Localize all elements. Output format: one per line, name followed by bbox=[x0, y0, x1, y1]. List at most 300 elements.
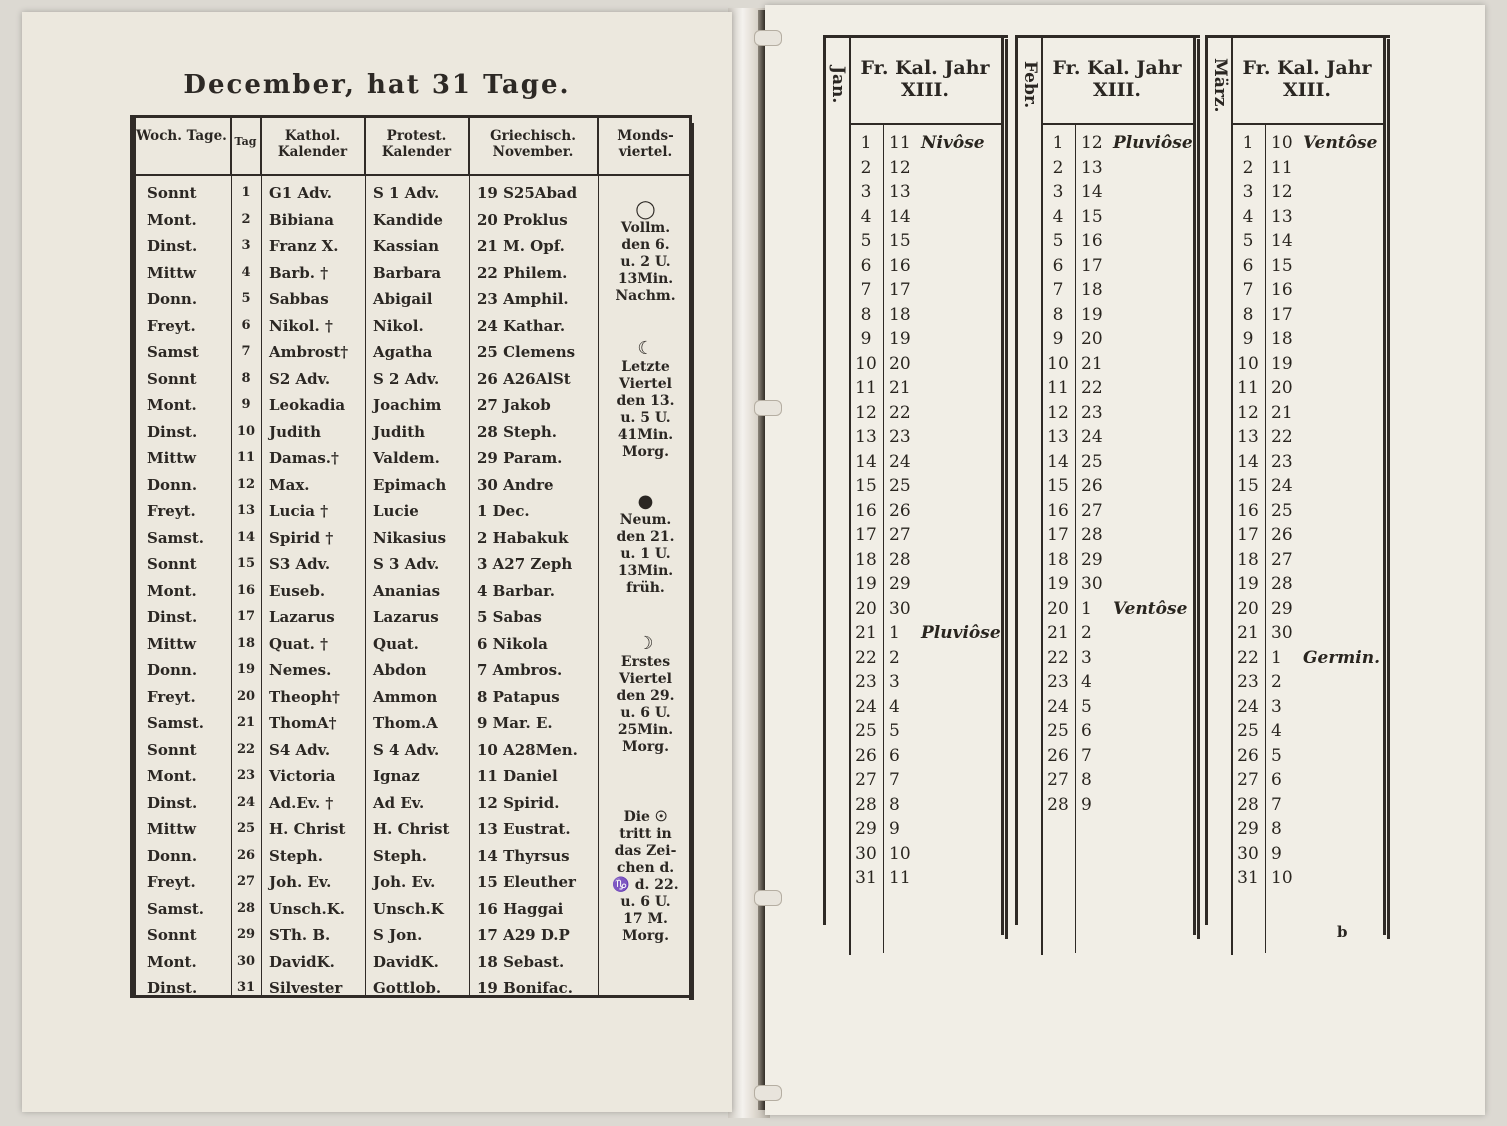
column-header: Fr. Kal. Jahr XIII. bbox=[1242, 57, 1372, 101]
day-number: 4 bbox=[860, 206, 872, 227]
moon-phase-text: Vollm. den 6. u. 2 U. 13Min. Nachm. bbox=[615, 220, 676, 304]
cell-protestant: Unsch.K bbox=[373, 899, 444, 918]
cell-protestant: Gottlob. bbox=[373, 979, 442, 997]
cell-greek: 7 Ambros. bbox=[477, 661, 563, 679]
cell-day: 11 bbox=[236, 450, 256, 465]
french-day-number: 28 bbox=[889, 549, 911, 570]
rule bbox=[1231, 123, 1383, 125]
day-number: 16 bbox=[1047, 500, 1069, 521]
header-greek: Griechisch. November. bbox=[469, 118, 598, 174]
header-weekday: Woch. Tage. bbox=[133, 118, 231, 174]
rule bbox=[883, 123, 884, 953]
french-day-number: 4 bbox=[1081, 672, 1092, 692]
cell-protestant: Ananias bbox=[373, 581, 441, 600]
cell-day: 2 bbox=[241, 211, 251, 227]
cell-weekday: Freyt. bbox=[147, 873, 196, 891]
cell-catholic: Bibiana bbox=[269, 210, 334, 229]
cell-catholic: Spirid † bbox=[269, 528, 334, 547]
table-header bbox=[133, 118, 689, 176]
french-day-number: 20 bbox=[1081, 329, 1103, 349]
day-number: 3 bbox=[860, 182, 872, 202]
day-number: 23 bbox=[1237, 672, 1259, 692]
cell-day: 29 bbox=[236, 927, 256, 942]
cell-protestant: Joh. Ev. bbox=[373, 873, 436, 891]
cell-protestant: Kandide bbox=[373, 210, 443, 229]
cell-day: 20 bbox=[236, 688, 256, 704]
day-number: 2 bbox=[1052, 157, 1064, 178]
cell-weekday: Mont. bbox=[147, 396, 197, 414]
cell-day: 12 bbox=[236, 476, 256, 492]
day-number: 1 bbox=[1242, 133, 1254, 153]
cell-catholic: S3 Adv. bbox=[269, 555, 331, 573]
french-day-number: 30 bbox=[889, 598, 911, 619]
cell-day: 10 bbox=[236, 423, 256, 439]
day-number: 15 bbox=[1047, 476, 1069, 496]
cell-catholic: Silvester bbox=[269, 979, 343, 997]
cell-day: 3 bbox=[241, 238, 251, 253]
rule bbox=[1205, 35, 1208, 925]
day-number: 31 bbox=[1237, 868, 1259, 888]
day-number: 31 bbox=[855, 868, 877, 888]
cell-day: 5 bbox=[241, 291, 251, 306]
french-day-number: 9 bbox=[1081, 794, 1092, 815]
french-day-number: 5 bbox=[1271, 745, 1282, 766]
cell-greek: 18 Sebast. bbox=[477, 952, 565, 971]
cell-day: 22 bbox=[236, 741, 256, 757]
french-day-number: 7 bbox=[889, 770, 900, 790]
french-day-number: 9 bbox=[889, 819, 900, 839]
cell-day: 4 bbox=[241, 264, 251, 280]
french-day-number: 2 bbox=[1081, 623, 1092, 643]
moon-phase-icon: ☾ bbox=[637, 338, 654, 359]
cell-greek: 4 Barbar. bbox=[477, 581, 555, 600]
rule bbox=[1015, 35, 1200, 38]
cell-greek: 16 Haggai bbox=[477, 899, 564, 918]
header-protestant: Protest. Kalender bbox=[365, 118, 469, 174]
cell-catholic: Euseb. bbox=[269, 581, 326, 600]
cell-weekday: Samst bbox=[147, 343, 199, 361]
cell-greek: 25 Clemens bbox=[477, 343, 576, 361]
day-number: 29 bbox=[855, 819, 877, 839]
cell-protestant: Abigail bbox=[373, 290, 433, 308]
french-day-number: 24 bbox=[1271, 476, 1293, 496]
cell-day: 9 bbox=[241, 397, 251, 412]
day-number: 13 bbox=[1047, 427, 1069, 447]
cell-catholic: Judith bbox=[269, 422, 322, 441]
cell-catholic: Barb. † bbox=[269, 263, 329, 282]
right-page bbox=[765, 5, 1485, 1115]
cell-weekday: Donn. bbox=[147, 475, 198, 494]
page-title: December, hat 31 Tage. bbox=[183, 70, 571, 100]
header-day: Tag bbox=[231, 118, 261, 174]
moon-phase-icon: ◯ bbox=[635, 199, 656, 220]
french-day-number: 20 bbox=[889, 353, 911, 374]
cell-protestant: Joachim bbox=[373, 396, 442, 414]
day-number: 2 bbox=[860, 157, 872, 178]
binding-stitch bbox=[754, 30, 782, 46]
cell-catholic: Damas.† bbox=[269, 449, 339, 467]
day-number: 12 bbox=[1047, 402, 1069, 423]
french-day-number: 26 bbox=[1271, 525, 1293, 545]
cell-catholic: Franz X. bbox=[269, 237, 339, 255]
cell-catholic: Theoph† bbox=[269, 687, 340, 706]
day-number: 18 bbox=[1237, 549, 1259, 570]
french-day-number: 27 bbox=[889, 525, 911, 545]
cell-protestant: Quat. bbox=[373, 634, 419, 653]
day-number: 6 bbox=[860, 255, 872, 276]
cell-day: 28 bbox=[236, 900, 256, 916]
cell-greek: 8 Patapus bbox=[477, 687, 560, 706]
cell-greek: 19 Bonifac. bbox=[477, 979, 573, 997]
cell-day: 14 bbox=[236, 529, 256, 545]
cell-day: 16 bbox=[236, 582, 256, 598]
french-day-number: 23 bbox=[1271, 451, 1293, 472]
cell-weekday: Mittw bbox=[147, 263, 197, 282]
day-number: 18 bbox=[855, 549, 877, 570]
cell-weekday: Mittw bbox=[147, 449, 197, 467]
french-day-number: 28 bbox=[1271, 574, 1293, 594]
cell-catholic: Ambrost† bbox=[269, 343, 349, 361]
binding-stitch bbox=[754, 1085, 782, 1101]
french-day-number: 16 bbox=[1271, 280, 1293, 300]
day-number: 11 bbox=[1237, 378, 1259, 398]
french-day-number: 11 bbox=[889, 868, 911, 888]
cell-protestant: Epimach bbox=[373, 475, 447, 494]
day-number: 27 bbox=[1047, 770, 1069, 790]
column-header: Fr. Kal. Jahr XIII. bbox=[860, 57, 990, 101]
day-number: 7 bbox=[1242, 280, 1254, 300]
cell-weekday: Freyt. bbox=[147, 687, 196, 706]
french-day-number: 12 bbox=[1081, 133, 1103, 153]
day-number: 27 bbox=[855, 770, 877, 790]
rule bbox=[1075, 123, 1076, 953]
french-day-number: 7 bbox=[1271, 794, 1282, 815]
cell-greek: 6 Nikola bbox=[477, 634, 548, 653]
french-month-name: Ventôse bbox=[1303, 133, 1378, 153]
rule bbox=[1041, 123, 1193, 125]
day-number: 11 bbox=[855, 378, 877, 398]
rule bbox=[1387, 39, 1390, 939]
cell-catholic: Lazarus bbox=[269, 608, 335, 626]
french-day-number: 22 bbox=[1081, 378, 1103, 398]
moon-phase-text: Die ☉ tritt in das Zei- chen d. ♑ d. 22. u. 6 U. 17 M. Morg. bbox=[612, 809, 679, 944]
french-day-number: 15 bbox=[1271, 255, 1293, 276]
cell-catholic: STh. B. bbox=[269, 926, 331, 944]
month-label: Febr. bbox=[1020, 61, 1040, 109]
cell-catholic: G1 Adv. bbox=[269, 184, 333, 202]
cell-protestant: Judith bbox=[373, 422, 426, 441]
french-day-number: 13 bbox=[1271, 206, 1293, 227]
cell-greek: 29 Param. bbox=[477, 449, 563, 467]
french-month-name: Pluviôse bbox=[921, 623, 1001, 643]
day-number: 18 bbox=[1047, 549, 1069, 570]
cell-greek: 27 Jakob bbox=[477, 396, 551, 414]
french-day-number: 15 bbox=[889, 231, 911, 251]
french-day-number: 21 bbox=[1271, 402, 1293, 423]
day-number: 28 bbox=[1237, 794, 1259, 815]
day-number: 21 bbox=[1237, 623, 1259, 643]
cell-greek: 10 A28Men. bbox=[477, 740, 578, 759]
cell-weekday: Samst. bbox=[147, 714, 205, 732]
cell-protestant: S 4 Adv. bbox=[373, 740, 440, 759]
french-day-number: 4 bbox=[889, 696, 900, 717]
french-day-number: 3 bbox=[889, 672, 900, 692]
cell-weekday: Mont. bbox=[147, 952, 197, 971]
moon-phase bbox=[598, 339, 693, 461]
binding-stitch bbox=[754, 400, 782, 416]
rule bbox=[1383, 35, 1386, 935]
day-number: 23 bbox=[855, 672, 877, 692]
french-day-number: 25 bbox=[1081, 451, 1103, 472]
cell-greek: 30 Andre bbox=[477, 475, 554, 494]
cell-weekday: Mont. bbox=[147, 210, 197, 229]
french-day-number: 10 bbox=[889, 843, 911, 864]
french-day-number: 26 bbox=[889, 500, 911, 521]
moon-phase-text: Letzte Viertel den 13. u. 5 U. 41Min. Morg. bbox=[616, 359, 675, 460]
cell-weekday: Dinst. bbox=[147, 979, 198, 997]
day-number: 5 bbox=[1052, 231, 1064, 251]
cell-weekday: Freyt. bbox=[147, 316, 196, 335]
french-day-number: 6 bbox=[1081, 721, 1092, 741]
rule bbox=[1005, 39, 1008, 939]
day-number: 14 bbox=[855, 451, 877, 472]
day-number: 27 bbox=[1237, 770, 1259, 790]
french-day-number: 29 bbox=[889, 574, 911, 594]
day-number: 7 bbox=[860, 280, 872, 300]
french-day-number: 28 bbox=[1081, 525, 1103, 545]
cell-greek: 22 Philem. bbox=[477, 263, 568, 282]
cell-day: 15 bbox=[236, 556, 256, 571]
day-number: 20 bbox=[855, 598, 877, 619]
day-number: 11 bbox=[1047, 378, 1069, 398]
header-catholic: Kathol. Kalender bbox=[261, 118, 365, 174]
cell-day: 26 bbox=[236, 847, 256, 863]
month-label: Jan. bbox=[828, 66, 848, 104]
cell-day: 8 bbox=[241, 370, 251, 386]
column-rule bbox=[365, 118, 366, 995]
cell-protestant: S 2 Adv. bbox=[373, 369, 440, 388]
day-number: 16 bbox=[855, 500, 877, 521]
french-day-number: 27 bbox=[1081, 500, 1103, 521]
cell-day: 31 bbox=[236, 980, 256, 995]
cell-protestant: S 1 Adv. bbox=[373, 184, 440, 202]
french-day-number: 16 bbox=[1081, 231, 1103, 251]
french-day-number: 22 bbox=[889, 402, 911, 423]
day-number: 14 bbox=[1047, 451, 1069, 472]
day-number: 24 bbox=[855, 696, 877, 717]
cell-catholic: Lucia † bbox=[269, 502, 329, 520]
french-day-number: 3 bbox=[1271, 696, 1282, 717]
cell-greek: 5 Sabas bbox=[477, 608, 542, 626]
cell-greek: 23 Amphil. bbox=[477, 290, 569, 308]
cell-weekday: Dinst. bbox=[147, 793, 198, 812]
day-number: 6 bbox=[1052, 255, 1064, 276]
french-month-name: Pluviôse bbox=[1113, 133, 1193, 153]
day-number: 3 bbox=[1052, 182, 1064, 202]
french-day-number: 24 bbox=[1081, 427, 1103, 447]
day-number: 28 bbox=[855, 794, 877, 815]
french-day-number: 8 bbox=[1271, 819, 1282, 839]
cell-greek: 14 Thyrsus bbox=[477, 846, 570, 865]
day-number: 21 bbox=[1047, 623, 1069, 643]
french-day-number: 8 bbox=[1081, 770, 1092, 790]
day-number: 26 bbox=[1237, 745, 1259, 766]
day-number: 29 bbox=[1237, 819, 1259, 839]
french-day-number: 17 bbox=[889, 280, 911, 300]
french-day-number: 14 bbox=[1271, 231, 1293, 251]
day-number: 15 bbox=[855, 476, 877, 496]
moon-phase bbox=[598, 809, 693, 945]
french-day-number: 27 bbox=[1271, 549, 1293, 570]
day-number: 1 bbox=[860, 133, 872, 153]
day-number: 17 bbox=[855, 525, 877, 545]
cell-weekday: Dinst. bbox=[147, 608, 198, 626]
cell-catholic: Steph. bbox=[269, 846, 323, 865]
cell-weekday: Mittw bbox=[147, 820, 197, 838]
french-day-number: 13 bbox=[1081, 157, 1103, 178]
cell-catholic: Max. bbox=[269, 475, 310, 494]
day-number: 9 bbox=[1242, 329, 1254, 349]
cell-weekday: Dinst. bbox=[147, 422, 198, 441]
cell-greek: 9 Mar. E. bbox=[477, 714, 553, 732]
french-day-number: 26 bbox=[1081, 476, 1103, 496]
cell-protestant: Valdem. bbox=[373, 449, 440, 467]
french-day-number: 5 bbox=[889, 721, 900, 741]
cell-day: 21 bbox=[236, 715, 256, 730]
cell-protestant: Thom.A bbox=[373, 714, 438, 732]
day-number: 30 bbox=[1237, 843, 1259, 864]
day-number: 19 bbox=[1237, 574, 1259, 594]
cell-catholic: S4 Adv. bbox=[269, 740, 331, 759]
cell-catholic: Joh. Ev. bbox=[269, 873, 332, 891]
cell-protestant: Barbara bbox=[373, 263, 442, 282]
cell-weekday: Freyt. bbox=[147, 502, 196, 520]
day-number: 10 bbox=[855, 353, 877, 374]
rule bbox=[1265, 123, 1266, 953]
french-day-number: 14 bbox=[889, 206, 911, 227]
day-number: 28 bbox=[1047, 794, 1069, 815]
cell-catholic: Nemes. bbox=[269, 661, 332, 679]
cell-day: 24 bbox=[236, 794, 256, 810]
cell-protestant: Agatha bbox=[373, 343, 433, 361]
cell-greek: 24 Kathar. bbox=[477, 316, 566, 335]
french-day-number: 20 bbox=[1271, 378, 1293, 398]
french-day-number: 19 bbox=[889, 329, 911, 349]
cell-day: 17 bbox=[236, 609, 256, 624]
day-number: 21 bbox=[855, 623, 877, 643]
french-month-name: Nivôse bbox=[921, 133, 985, 153]
cell-greek: 17 A29 D.P bbox=[477, 926, 570, 944]
day-number: 6 bbox=[1242, 255, 1254, 276]
cell-weekday: Mont. bbox=[147, 581, 197, 600]
cell-protestant: H. Christ bbox=[373, 820, 450, 838]
french-day-number: 3 bbox=[1081, 647, 1092, 668]
cell-weekday: Mont. bbox=[147, 767, 197, 785]
day-number: 12 bbox=[855, 402, 877, 423]
day-number: 13 bbox=[855, 427, 877, 447]
french-day-number: 19 bbox=[1271, 353, 1293, 374]
moon-phase-icon: ☽ bbox=[637, 633, 654, 654]
day-number: 8 bbox=[860, 304, 872, 325]
day-number: 10 bbox=[1047, 353, 1069, 374]
cell-greek: 12 Spirid. bbox=[477, 793, 560, 812]
left-page bbox=[22, 12, 732, 1112]
french-day-number: 15 bbox=[1081, 206, 1103, 227]
day-number: 1 bbox=[1052, 133, 1064, 153]
cell-catholic: Ad.Ev. † bbox=[269, 793, 334, 812]
day-number: 30 bbox=[855, 843, 877, 864]
cell-day: 18 bbox=[236, 635, 256, 651]
moon-phase-text: Erstes Viertel den 29. u. 6 U. 25Min. Morg. bbox=[616, 654, 675, 755]
cell-day: 30 bbox=[236, 953, 256, 969]
cell-catholic: DavidK. bbox=[269, 952, 335, 971]
moon-phase bbox=[598, 492, 693, 597]
cell-catholic: Nikol. † bbox=[269, 316, 333, 335]
french-day-number: 23 bbox=[1081, 402, 1103, 423]
day-number: 19 bbox=[1047, 574, 1069, 594]
day-number: 13 bbox=[1237, 427, 1259, 447]
day-number: 12 bbox=[1237, 402, 1259, 423]
french-day-number: 11 bbox=[889, 133, 911, 153]
cell-greek: 11 Daniel bbox=[477, 767, 558, 785]
day-number: 24 bbox=[1237, 696, 1259, 717]
french-day-number: 21 bbox=[889, 378, 911, 398]
french-day-number: 5 bbox=[1081, 696, 1092, 717]
day-number: 9 bbox=[1052, 329, 1064, 349]
day-number: 25 bbox=[1047, 721, 1069, 741]
cell-day: 25 bbox=[236, 821, 256, 836]
french-day-number: 8 bbox=[889, 794, 900, 815]
day-number: 22 bbox=[1047, 647, 1069, 668]
french-day-number: 10 bbox=[1271, 133, 1293, 153]
cell-catholic: ThomA† bbox=[269, 714, 337, 732]
moon-phase-icon: ● bbox=[637, 491, 654, 512]
header-moon: Monds- viertel. bbox=[617, 128, 674, 160]
day-number: 22 bbox=[855, 647, 877, 668]
rule bbox=[849, 123, 1001, 125]
cell-greek: 13 Eustrat. bbox=[477, 820, 571, 838]
cell-catholic: Sabbas bbox=[269, 290, 329, 308]
french-day-number: 30 bbox=[1081, 574, 1103, 594]
french-day-number: 2 bbox=[1271, 672, 1282, 692]
day-number: 22 bbox=[1237, 647, 1259, 668]
french-day-number: 18 bbox=[1271, 329, 1293, 349]
day-number: 26 bbox=[1047, 745, 1069, 766]
rule bbox=[1015, 35, 1018, 925]
cell-weekday: Donn. bbox=[147, 846, 198, 865]
cell-day: 27 bbox=[236, 874, 256, 889]
french-day-number: 30 bbox=[1271, 623, 1293, 643]
cell-greek: 3 A27 Zeph bbox=[477, 555, 573, 573]
french-day-number: 12 bbox=[1271, 182, 1293, 202]
rule bbox=[1197, 39, 1200, 939]
french-day-number: 29 bbox=[1271, 598, 1293, 619]
cell-day: 19 bbox=[236, 662, 256, 677]
day-number: 14 bbox=[1237, 451, 1259, 472]
column-rule bbox=[598, 118, 599, 995]
column-rule bbox=[261, 118, 262, 995]
french-month-name: Ventôse bbox=[1113, 598, 1188, 619]
cell-greek: 2 Habakuk bbox=[477, 528, 569, 547]
cell-protestant: DavidK. bbox=[373, 952, 439, 971]
french-day-number: 16 bbox=[889, 255, 911, 276]
column-header: Fr. Kal. Jahr XIII. bbox=[1052, 57, 1182, 101]
day-number: 20 bbox=[1237, 598, 1259, 619]
day-number: 8 bbox=[1052, 304, 1064, 325]
cell-greek: 21 M. Opf. bbox=[477, 237, 565, 255]
day-number: 2 bbox=[1242, 157, 1254, 178]
cell-weekday: Sonnt bbox=[147, 926, 197, 944]
